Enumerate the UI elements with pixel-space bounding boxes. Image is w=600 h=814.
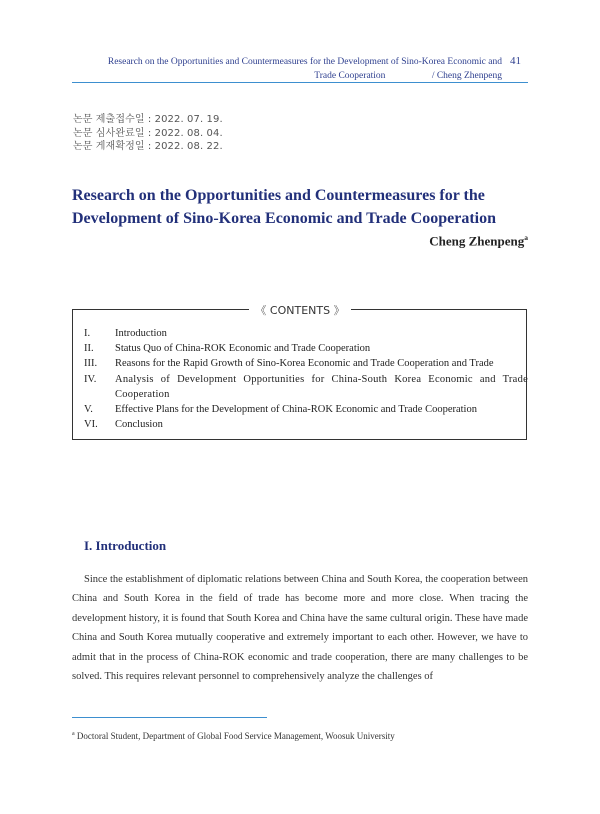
footnote-mark: a: [72, 731, 75, 737]
toc-text: Effective Plans for the Development of China-ROK Economic and Trade Cooperation: [115, 404, 477, 416]
page-number: 41: [510, 55, 521, 67]
toc-number: I.: [84, 328, 91, 339]
toc-number: VI.: [84, 419, 98, 431]
article-title: Research on the Opportunities and Countermeasures for the Development of Sino-Korea Economic and Trade Cooperation: [72, 187, 496, 227]
toc-item: [84, 402, 528, 417]
header-rule: [72, 82, 528, 83]
toc-number: III.: [84, 358, 98, 370]
running-separator: /: [431, 71, 435, 81]
submission-dates: [73, 113, 223, 154]
toc-text: Introduction: [115, 328, 167, 339]
section-heading: I. Introduction: [84, 538, 167, 553]
toc-text: Reasons for the Rapid Growth of Sino-Korea Economic and Trade Cooperation and Trade: [115, 358, 494, 370]
date-reviewed: 논문 심사완료일 : 2022. 08. 04.: [73, 127, 223, 139]
toc-item: [84, 417, 528, 432]
toc-item: [84, 326, 528, 341]
toc-number: V.: [84, 404, 93, 416]
date-accepted: 논문 게재확정일 : 2022. 08. 22.: [73, 141, 223, 152]
running-author: Cheng Zhenpeng: [436, 71, 502, 81]
footnote-rule: [72, 717, 267, 718]
toc-text: Analysis of Development Opportunities for China-South Korea Economic and Trade Cooperation: [115, 373, 528, 400]
footnote-text: Doctoral Student, Department of Global Food Service Management, Woosuk University: [76, 731, 395, 741]
running-title-line1: Research on the Opportunities and Countermeasures for the Development of Sino-Korea Economic and: [107, 57, 502, 67]
running-head: [96, 55, 502, 83]
footnote: [72, 731, 395, 741]
author-line: [429, 233, 528, 249]
contents-heading: 《 CONTENTS 》: [249, 304, 350, 317]
body-paragraph: Since the establishment of diplomatic relations between China and South Korea, the cooperation between China and South Korea in the field of trade has become more and more close. When tracing the development history, it is found that South Korea and China have the same cultural origin. These have made China and South Korea mutually cooperative and extremely important to each other. However, we have to admit that in the process of China-ROK economic and trade cooperation, there are many challenges to be solved. This requires relevant personnel to comprehensively analyze the challenges of: [72, 574, 528, 683]
running-title-line2: Trade Cooperation: [314, 71, 386, 81]
toc-text: Conclusion: [115, 419, 163, 431]
toc-item: [84, 356, 528, 371]
contents-heading-wrap: [0, 301, 600, 319]
date-submitted: 논문 제출접수일 : 2022. 07. 19.: [73, 114, 223, 125]
toc-number: II.: [84, 343, 94, 355]
toc-item: [84, 372, 528, 402]
toc-number: IV.: [84, 373, 97, 385]
author-footnote-mark: a: [524, 233, 528, 242]
toc-item: [84, 341, 528, 356]
author-name: Cheng Zhenpeng: [429, 233, 525, 249]
toc-text: Status Quo of China-ROK Economic and Trade Cooperation: [115, 343, 371, 355]
table-of-contents: [84, 326, 528, 432]
